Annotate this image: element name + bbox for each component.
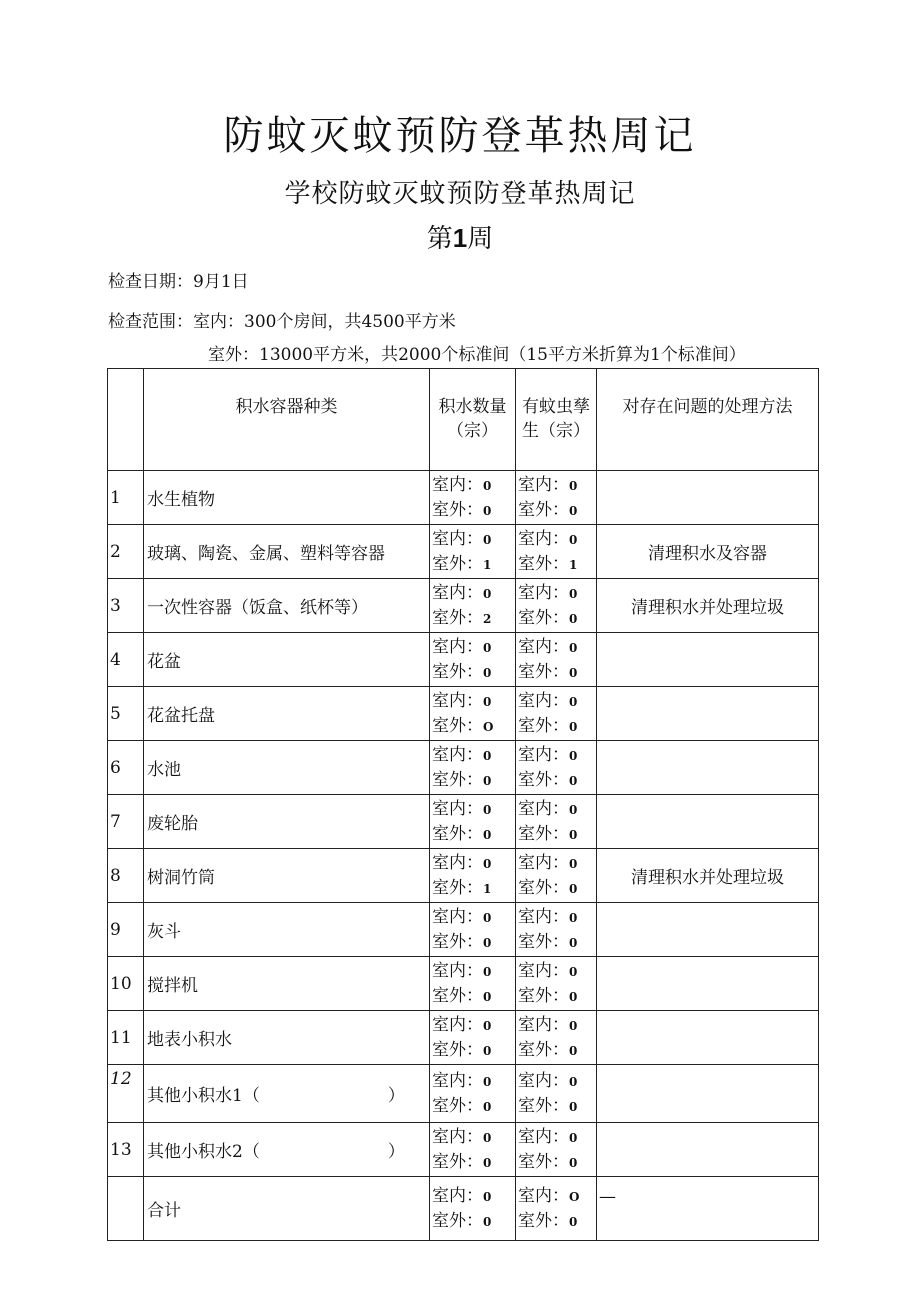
container-type: 灰斗 (144, 903, 430, 957)
larvae-cell: 室内：0 室外：0 (516, 903, 597, 957)
water-quantity-cell: 室内：0 室外：0 (430, 903, 516, 957)
row-number: 4 (108, 633, 144, 687)
row-number: 8 (108, 849, 144, 903)
water-quantity-cell: 室内：0 室外：0 (430, 471, 516, 525)
water-quantity-cell: 室内：0 室外：O (430, 687, 516, 741)
larvae-cell: 室内：0 室外：0 (516, 471, 597, 525)
handling-method (597, 957, 819, 1011)
row-number (108, 1177, 144, 1241)
container-type: 花盆托盘 (144, 687, 430, 741)
handling-method (597, 633, 819, 687)
table-row (108, 903, 819, 957)
row-number: 11 (108, 1011, 144, 1065)
water-quantity-cell: 室内：0 室外：0 (430, 795, 516, 849)
water-quantity-cell: 室内：0 室外：0 (430, 957, 516, 1011)
table-row (108, 1123, 819, 1177)
container-type: 地表小积水 (144, 1011, 430, 1065)
header-water-quantity: 积水数量（宗） (430, 369, 516, 471)
handling-method (597, 1123, 819, 1177)
table-row (108, 471, 819, 525)
container-type: 废轮胎 (144, 795, 430, 849)
inspection-scope-indoor: 检查范围：室内：300个房间，共4500平方米 (108, 312, 456, 332)
container-type: 树洞竹筒 (144, 849, 430, 903)
document-title: 防蚊灭蚊预防登革热周记 (223, 113, 697, 159)
handling-method: 清理积水并处理垃圾 (597, 579, 819, 633)
container-type: 合计 (144, 1177, 430, 1241)
document-subtitle: 学校防蚊灭蚊预防登革热周记 (284, 179, 636, 209)
table-row (108, 1177, 819, 1241)
larvae-cell: 室内：O 室外：0 (516, 1177, 597, 1241)
handling-method (597, 741, 819, 795)
handling-method (597, 687, 819, 741)
inspection-table (107, 368, 819, 1241)
handling-method (597, 1065, 819, 1123)
handling-method: — (597, 1177, 819, 1241)
larvae-cell: 室内：0 室外：0 (516, 1123, 597, 1177)
table-row (108, 741, 819, 795)
inspection-date: 检查日期：9月1日 (108, 272, 249, 292)
table-row (108, 579, 819, 633)
row-number: 7 (108, 795, 144, 849)
larvae-cell: 室内：0 室外：0 (516, 687, 597, 741)
water-quantity-cell: 室内：0 室外：1 (430, 525, 516, 579)
header-no (108, 369, 144, 471)
water-quantity-cell: 室内：0 室外：0 (430, 1011, 516, 1065)
container-type: 水生植物 (144, 471, 430, 525)
table-row (108, 1011, 819, 1065)
larvae-cell: 室内：0 室外：0 (516, 1065, 597, 1123)
table-row (108, 525, 819, 579)
container-type: 花盆 (144, 633, 430, 687)
row-number: 5 (108, 687, 144, 741)
larvae-cell: 室内：0 室外：0 (516, 633, 597, 687)
larvae-cell: 室内：0 室外：0 (516, 795, 597, 849)
table-row (108, 1065, 819, 1123)
larvae-cell: 室内：0 室外：1 (516, 525, 597, 579)
row-number: 6 (108, 741, 144, 795)
larvae-cell: 室内：0 室外：0 (516, 1011, 597, 1065)
water-quantity-cell: 室内：0 室外：2 (430, 579, 516, 633)
water-quantity-cell: 室内：0 室外：0 (430, 1123, 516, 1177)
larvae-cell: 室内：0 室外：0 (516, 579, 597, 633)
container-type: 其他小积水2（ ） (144, 1123, 430, 1177)
table-header-row (108, 369, 819, 471)
header-larvae: 有蚊虫孳生（宗） (516, 369, 597, 471)
row-number: 3 (108, 579, 144, 633)
water-quantity-cell: 室内：0 室外：0 (430, 1177, 516, 1241)
larvae-cell: 室内：0 室外：0 (516, 957, 597, 1011)
water-quantity-cell: 室内：0 室外：0 (430, 741, 516, 795)
handling-method (597, 795, 819, 849)
container-type: 一次性容器（饭盒、纸杯等） (144, 579, 430, 633)
table-row (108, 957, 819, 1011)
water-quantity-cell: 室内：0 室外：1 (430, 849, 516, 903)
handling-method: 清理积水并处理垃圾 (597, 849, 819, 903)
row-number: 1 (108, 471, 144, 525)
row-number: 9 (108, 903, 144, 957)
header-container-type: 积水容器种类 (144, 369, 430, 471)
table-row (108, 687, 819, 741)
handling-method (597, 1011, 819, 1065)
handling-method: 清理积水及容器 (597, 525, 819, 579)
table-row (108, 633, 819, 687)
container-type: 水池 (144, 741, 430, 795)
handling-method (597, 903, 819, 957)
water-quantity-cell: 室内：0 室外：0 (430, 1065, 516, 1123)
row-number: 12 (108, 1065, 144, 1123)
row-number: 13 (108, 1123, 144, 1177)
container-type: 其他小积水1（ ） (144, 1065, 430, 1123)
row-number: 10 (108, 957, 144, 1011)
inspection-scope-outdoor: 室外：13000平方米，共2000个标准间（15平方米折算为1个标准间） (208, 345, 746, 365)
water-quantity-cell: 室内：0 室外：0 (430, 633, 516, 687)
handling-method (597, 471, 819, 525)
table-row (108, 795, 819, 849)
larvae-cell: 室内：0 室外：0 (516, 849, 597, 903)
row-number: 2 (108, 525, 144, 579)
larvae-cell: 室内：0 室外：0 (516, 741, 597, 795)
container-type: 玻璃、陶瓷、金属、塑料等容器 (144, 525, 430, 579)
header-method: 对存在问题的处理方法 (597, 369, 819, 471)
container-type: 搅拌机 (144, 957, 430, 1011)
week-label: 第1周 (426, 223, 494, 254)
table-row (108, 849, 819, 903)
